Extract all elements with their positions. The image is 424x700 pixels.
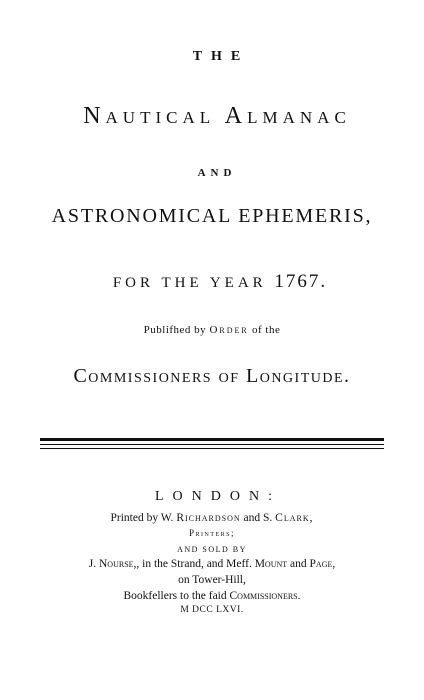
year-line (0, 272, 424, 291)
tower-hill: on Tower-Hill, (178, 574, 246, 586)
printers-label: Printers; (188, 528, 235, 538)
commissioners-line: Commissioners of Longitude. (73, 365, 351, 387)
page-name: Page, (309, 558, 336, 570)
sold-by: AND SOLD BY (177, 545, 247, 554)
of-the: of the (251, 324, 281, 336)
nourse-rest: , in the Strand, and Meff. (136, 558, 252, 570)
subtitle: ASTRONOMICAL EPHEMERIS, (51, 205, 373, 227)
year-number: 1767. (274, 271, 328, 292)
printed-by-line (0, 513, 424, 525)
mount-name: Mount (254, 558, 288, 570)
printer-clark: Clark, (275, 512, 314, 524)
nourse-prefix: J. (88, 558, 97, 570)
imprint-date: M DCC LXVI. (180, 605, 244, 615)
main-title: Nautical Almanac (83, 103, 351, 129)
nourse-line (0, 559, 424, 571)
booksellers-line (0, 591, 424, 603)
divider-thin-2 (40, 448, 384, 449)
order-word: Order (209, 324, 249, 336)
published-by: Publifhed by (143, 324, 207, 336)
divider-thin-1 (40, 444, 384, 445)
imprint-city: LONDON: (155, 489, 281, 504)
published-line (0, 325, 424, 336)
divider-thick (40, 438, 384, 441)
and-word: and (290, 558, 307, 570)
printer-richardson: Richardson (176, 512, 241, 524)
booksellers-commissioners: Commissioners. (229, 590, 301, 602)
heading-and: AND (197, 167, 237, 179)
booksellers-prefix: Bookfellers to the faid (123, 590, 227, 602)
nourse-name: Nourse, (99, 558, 137, 570)
year-prefix: FOR THE YEAR (112, 275, 267, 291)
heading-the: THE (192, 49, 250, 64)
printed-by-prefix: Printed by W. (110, 512, 174, 524)
printed-by-and: and S. (243, 512, 273, 524)
